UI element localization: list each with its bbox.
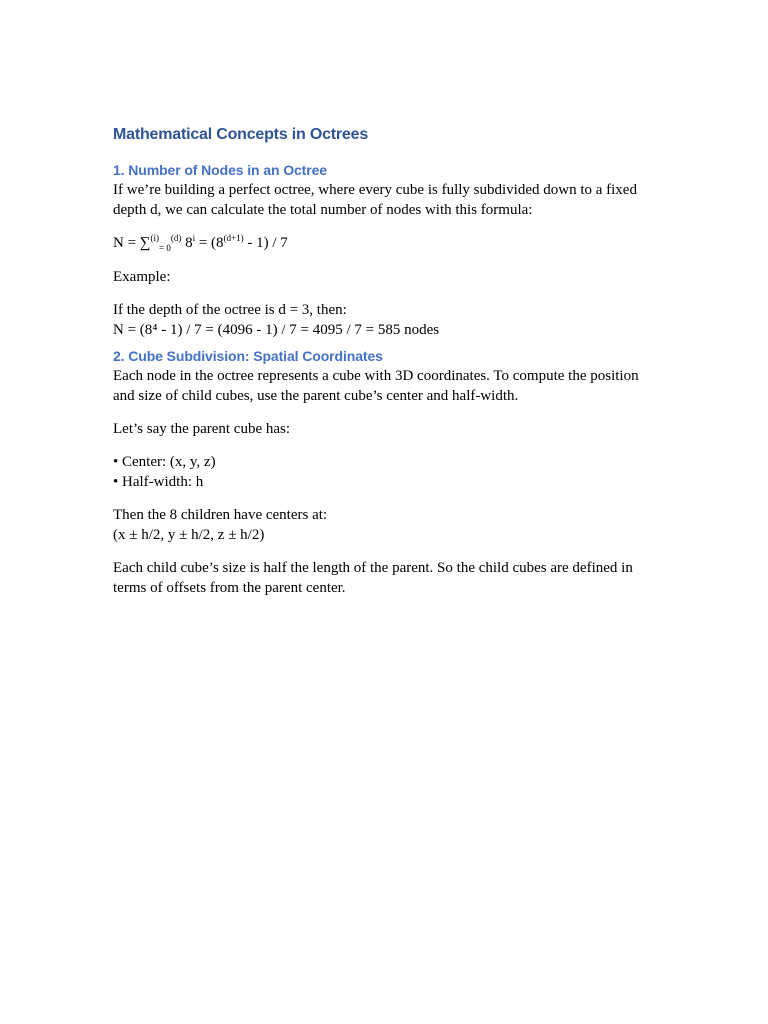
parent-cube-lead: Let’s say the parent cube has: <box>113 421 291 437</box>
formula-exponent: (d+1) <box>223 233 244 243</box>
document-page <box>113 124 658 611</box>
formula-term-exponent: i <box>192 233 196 243</box>
section-1-heading: 1. Number of Nodes in an Octree <box>113 162 327 178</box>
example-line-1: If the depth of the octree is d = 3, then: <box>113 302 347 318</box>
formula-sum-upper: (d) <box>170 233 182 243</box>
formula-term: 8 <box>181 235 193 251</box>
children-line-1: Then the 8 children have centers at: <box>113 507 328 523</box>
section-2-intro: Each node in the octree represents a cube with 3D coordinates. To compute the position and size of child cubes, use the parent cube’s center and half-width. <box>113 368 639 404</box>
bullet-half-width: • Half-width: h <box>113 474 204 490</box>
children-line-2: (x ± h/2, y ± h/2, z ± h/2) <box>113 527 265 543</box>
formula-sum-index: (i) <box>150 233 159 243</box>
section-2-heading: 2. Cube Subdivision: Spatial Coordinates <box>113 348 383 364</box>
example-label: Example: <box>113 269 171 285</box>
formula-rhs: - 1) / 7 <box>243 235 288 251</box>
formula-sum-lower: = 0 <box>159 243 171 253</box>
node-count-formula <box>113 233 658 253</box>
section-1-intro: If we’re building a perfect octree, where every cube is fully subdivided down to a fixed depth d, we can calculate the total number of nodes with this formula: <box>113 182 637 218</box>
formula-mid: = (8 <box>195 235 224 251</box>
document-title: Mathematical Concepts in Octrees <box>113 126 369 143</box>
closing-paragraph: Each child cube’s size is half the length of the parent. So the child cubes are defined in terms of offsets from the parent center. <box>113 560 633 596</box>
formula-lhs: N = ∑ <box>113 235 151 251</box>
bullet-center: • Center: (x, y, z) <box>113 454 216 470</box>
example-line-2: N = (8⁴ - 1) / 7 = (4096 - 1) / 7 = 4095 / 7 = 585 nodes <box>113 322 440 338</box>
